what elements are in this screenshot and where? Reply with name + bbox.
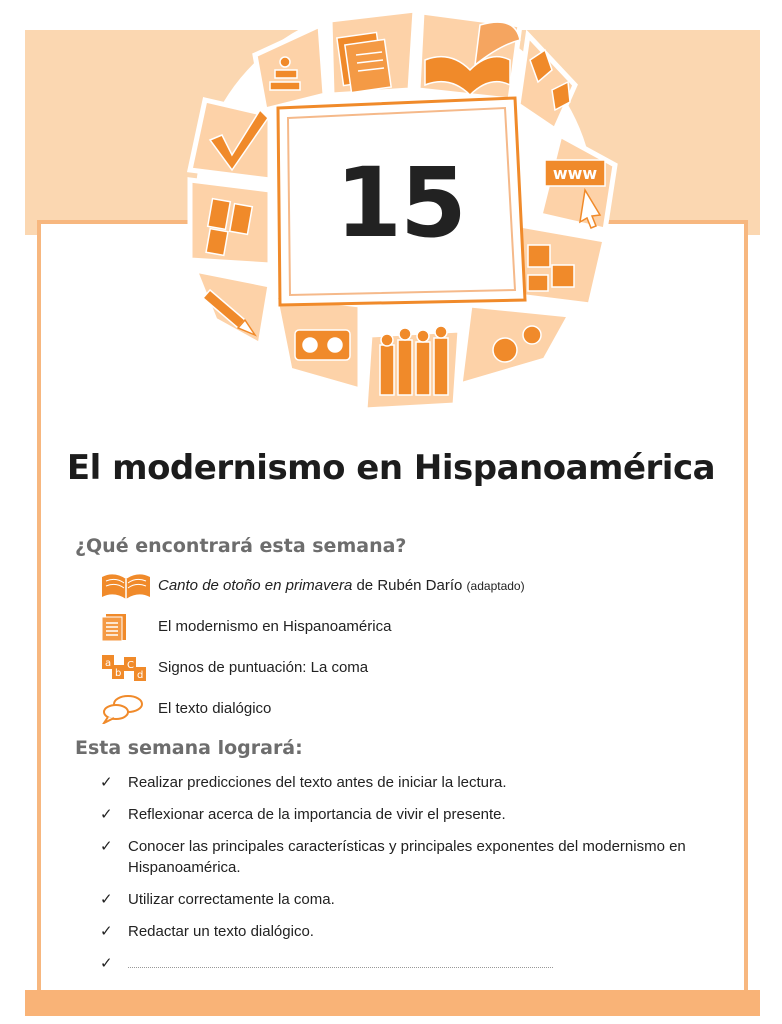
check-icon: ✓	[100, 891, 113, 908]
svg-text:C: C	[127, 659, 134, 671]
contents-list	[100, 565, 660, 729]
svg-text:www: www	[552, 164, 598, 183]
list-item	[100, 953, 730, 974]
chapter-title: El modernismo en Hispanoamérica	[66, 448, 716, 488]
list-item	[100, 647, 660, 688]
tile-top-left	[255, 25, 325, 110]
goals-heading: Esta semana logrará:	[75, 737, 303, 759]
papers-icon	[337, 32, 391, 92]
list-item	[100, 772, 730, 793]
reading-title: Canto de otoño en primavera	[158, 577, 353, 594]
list-item	[100, 836, 730, 878]
check-icon: ✓	[100, 774, 113, 791]
list-item	[100, 921, 730, 942]
tile-left	[190, 180, 270, 265]
list-item	[100, 606, 660, 647]
list-item	[100, 889, 730, 910]
reading-note: (adaptado)	[466, 579, 525, 593]
goal-text: Realizar predicciones del texto antes de iniciar la lectura.	[128, 774, 507, 791]
reading-author: de Rubén Darío	[352, 577, 467, 594]
tile-left-lower	[195, 270, 270, 345]
check-icon: ✓	[100, 955, 113, 972]
blank-answer-line[interactable]	[128, 953, 553, 968]
alphabet-blocks-icon	[100, 651, 158, 685]
svg-text:d: d	[137, 669, 144, 681]
open-book-icon	[100, 569, 158, 603]
contents-item-text: El texto dialógico	[158, 700, 272, 717]
list-item	[100, 688, 660, 729]
speech-bubbles-icon	[100, 692, 158, 726]
goal-text: Redactar un texto dialógico.	[128, 923, 314, 940]
contents-item-text: Signos de puntuación: La coma	[158, 659, 369, 676]
chapter-number: 15	[335, 147, 465, 259]
list-item	[100, 565, 660, 606]
svg-text:a: a	[105, 657, 112, 669]
svg-text:b: b	[115, 667, 122, 679]
radio-icon	[295, 330, 350, 360]
goal-text: Conocer las principales características y principales exponentes del modernismo en Hispanoamérica.	[128, 838, 686, 876]
check-icon: ✓	[100, 923, 113, 940]
goal-text: Reflexionar acerca de la importancia de vivir el presente.	[128, 806, 506, 823]
check-icon: ✓	[100, 838, 113, 855]
list-item	[100, 804, 730, 825]
contents-heading: ¿Qué encontrará esta semana?	[75, 535, 407, 557]
check-icon: ✓	[100, 806, 113, 823]
bottom-bar	[25, 990, 760, 1016]
goals-list	[100, 772, 730, 985]
contents-item-text: El modernismo en Hispanoamérica	[158, 618, 392, 635]
document-pages-icon	[100, 610, 158, 644]
goal-text: Utilizar correctamente la coma.	[128, 891, 335, 908]
